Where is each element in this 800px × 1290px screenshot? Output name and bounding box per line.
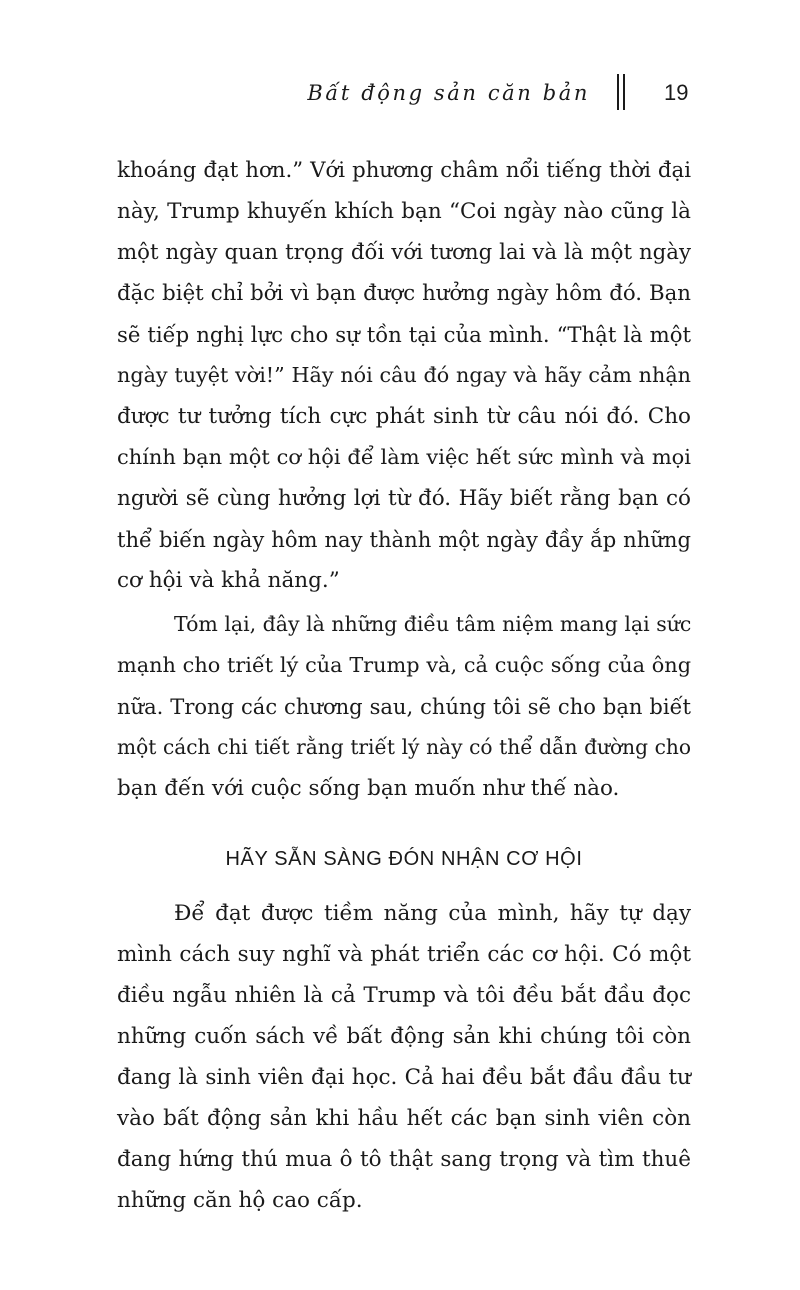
text-line: Để đạt được tiềm năng của mình, hãy tự dạy: [174, 901, 691, 926]
text-line: người sẽ cùng hưởng lợi từ đó. Hãy biết rằng bạn có: [117, 486, 691, 511]
text-line: mạnh cho triết lý của Trump và, cả cuộc sống của ông: [117, 653, 691, 677]
paragraph-continued: [117, 150, 691, 601]
text-line: đang là sinh viên đại học. Cả hai đều bắt đầu đầu tư: [117, 1065, 691, 1090]
paragraph-section-intro: [117, 893, 691, 1221]
text-line: đặc biệt chỉ bởi vì bạn được hưởng ngày hôm đó. Bạn: [117, 281, 691, 306]
section-heading: HÃY SẴN SÀNG ĐÓN NHẬN CƠ HỘI: [225, 848, 583, 870]
text-line: một cách chi tiết rằng triết lý này có thể dẫn đường cho: [117, 735, 691, 759]
running-header: [0, 78, 800, 114]
text-line: chính bạn một cơ hội để làm việc hết sức mình và mọi: [117, 445, 691, 469]
header-divider-rule: [617, 74, 619, 110]
text-line: nữa. Trong các chương sau, chúng tôi sẽ cho bạn biết: [117, 694, 691, 719]
text-line: này, Trump khuyến khích bạn “Coi ngày nào cũng là: [117, 199, 691, 224]
text-line: một ngày quan trọng đối với tương lai và là một ngày: [117, 240, 691, 265]
text-line: khoáng đạt hơn.” Với phương châm nổi tiếng thời đại: [117, 158, 691, 183]
text-line: được tư tưởng tích cực phát sinh từ câu nói đó. Cho: [117, 404, 691, 429]
text-line: bạn đến với cuộc sống bạn muốn như thế nào.: [117, 776, 620, 801]
text-line: cơ hội và khả năng.”: [117, 568, 340, 593]
text-line: đang hứng thú mua ô tô thật sang trọng và tìm thuê: [117, 1147, 691, 1172]
text-line: những căn hộ cao cấp.: [117, 1188, 363, 1213]
text-line: những cuốn sách về bất động sản khi chúng tôi còn: [117, 1024, 691, 1049]
paragraph-summary: [117, 604, 691, 809]
page-number: 19: [664, 80, 689, 105]
text-line: thể biến ngày hôm nay thành một ngày đầy ắp những: [117, 527, 691, 552]
text-line: mình cách suy nghĩ và phát triển các cơ hội. Có một: [117, 942, 691, 967]
text-line: vào bất động sản khi hầu hết các bạn sinh viên còn: [117, 1106, 691, 1131]
header-divider-rule: [623, 74, 625, 110]
text-line: điều ngẫu nhiên là cả Trump và tôi đều bắt đầu đọc: [117, 983, 691, 1008]
text-line: sẽ tiếp nghị lực cho sự tồn tại của mình. “Thật là một: [117, 322, 691, 347]
text-line: Tóm lại, đây là những điều tâm niệm mang lại sức: [174, 612, 692, 636]
running-header-title: Bất động sản căn bản: [307, 81, 590, 105]
text-line: ngày tuyệt vời!” Hãy nói câu đó ngay và hãy cảm nhận: [117, 363, 691, 387]
